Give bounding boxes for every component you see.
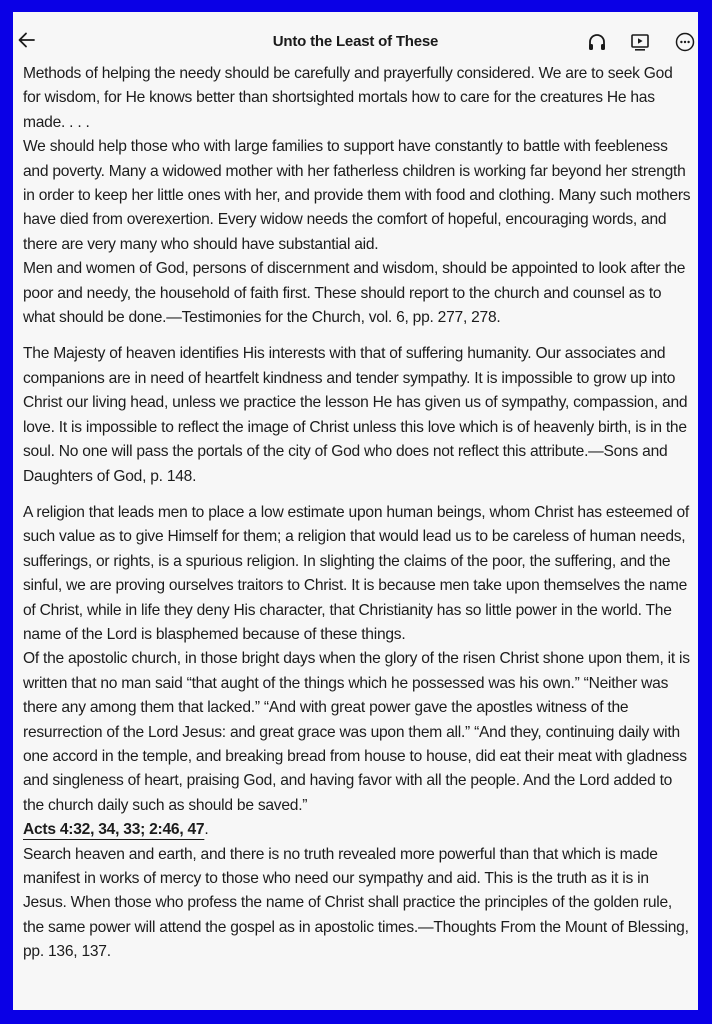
play-screen-icon — [629, 31, 651, 53]
scripture-reference-line — [23, 818, 693, 842]
paragraph: A religion that leads men to place a low estimate upon human beings, whom Christ has esteemed of such value as to give Himself for them; a religion that would lead us to be careless of human needs, sufferings, or rights, is a spurious religion. In slighting the claims of the poor, the suffering, and the sinful, we are proving ourselves traitors to Christ. It is because men take upon themselves the name of Christ, while in life they deny His character, that Christianity has so little power in the world. The name of the Lord is blasphemed because of these things. — [23, 503, 689, 643]
more-options-button[interactable] — [674, 31, 696, 53]
reader-window — [13, 12, 698, 1010]
paragraph: The Majesty of heaven identifies His interests with that of suffering humanity. Our associates and companions are in need of heartfelt kindness and tender sympathy. It is impossible to grow up into Christ our living head, unless we practice the lesson He has given us of sympathy, compassion, and love. It is impossible to reflect the image of Christ unless this love which is of heavenly birth, is in the soul. No one will pass the portals of the city of God who does not reflect this attribute.—Sons and Daughters of God, p. 148. — [23, 345, 688, 485]
headphones-icon — [586, 31, 608, 53]
article-body — [23, 62, 693, 965]
page-title: Unto the Least of These — [272, 33, 439, 50]
paragraph: Methods of helping the needy should be carefully and prayerfully considered. We are to seek God for wisdom, for He knows better than shortsighted mortals how to care for the creatures He has made. . . . — [23, 65, 673, 131]
paragraph: Search heaven and earth, and there is no truth revealed more powerful than that which is made manifest in works of mercy to those who need our sympathy and aid. This is the truth as it is in Jesus. When those who profess the name of Christ shall practice the principles of the golden rule, the same power will attend the gospel as in apostolic times.—Thoughts From the Mount of Blessing, pp. 136, 137. — [23, 845, 689, 961]
reference-suffix: . — [204, 821, 209, 839]
play-video-button[interactable] — [629, 31, 651, 53]
paragraph: Men and women of God, persons of discernment and wisdom, should be appointed to look after the poor and needy, the household of faith first. These should report to the church and counsel as to what should be done.—Testimonies for the Church, vol. 6, pp. 277, 278. — [23, 260, 686, 327]
more-horizontal-circle-icon — [674, 31, 696, 53]
top-app-bar — [13, 12, 698, 62]
paragraph: We should help those who with large families to support have constantly to battle with feebleness and poverty. Many a widowed mother with her fatherless children is working far beyond her strength in order to keep her little ones with her, and provide them with food and clothing. Many such mothers have died from overexertion. Every widow needs the comfort of hopeful, encouraging words, and there are very many who should have substantial aid. — [23, 138, 691, 253]
paragraph: Of the apostolic church, in those bright days when the glory of the risen Christ shone upon them, it is written that no man said “that aught of the things which he possessed was his own.” “Neither was there any among them that lacked.” “And with great power gave the apostles witness of the resurrection of the Lord Jesus: and great grace was upon them all.” “And they, continuing daily with one accord in the temple, and breaking bread from house to house, did eat their meat with gladness and singleness of heart, praising God, and having favor with all the people. And the Lord added to the church daily such as should be saved.” — [23, 650, 690, 814]
scripture-reference-link[interactable]: Acts 4:32, 34, 33; 2:46, 47 — [23, 821, 205, 839]
listen-button[interactable] — [586, 31, 608, 53]
